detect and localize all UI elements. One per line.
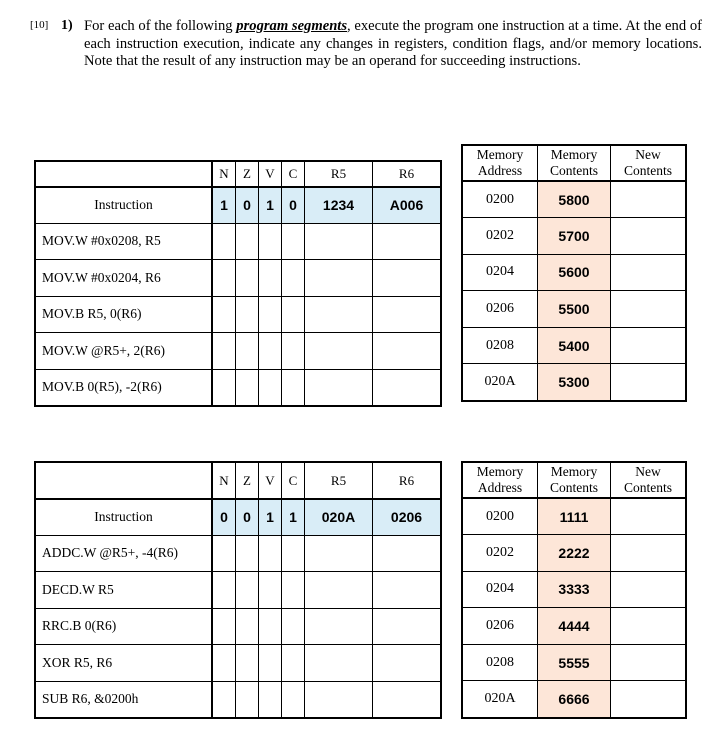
memory-contents: 1111 [538, 498, 611, 535]
header-new-contents [611, 145, 687, 181]
memory-contents: 5500 [538, 291, 611, 328]
new-contents-cell[interactable] [611, 498, 687, 535]
new-contents-cell[interactable] [611, 218, 687, 255]
flag-n-cell[interactable] [212, 333, 236, 370]
header-memory-address-line2: Address [477, 480, 523, 495]
header-new-contents-line1: New [635, 147, 661, 162]
new-contents-cell[interactable] [611, 364, 687, 401]
header-memory-address-line2: Address [477, 163, 523, 178]
header-flag-c: C [282, 161, 305, 187]
flag-v-cell[interactable] [259, 681, 282, 718]
memory-contents: 6666 [538, 681, 611, 718]
new-contents-cell[interactable] [611, 327, 687, 364]
header-memory-contents-line2: Contents [549, 163, 598, 178]
flag-c-cell[interactable] [282, 296, 305, 333]
header-flag-n: N [212, 161, 236, 187]
header-memory-address [462, 145, 538, 181]
memory-contents: 2222 [538, 535, 611, 572]
flag-z-cell[interactable] [236, 572, 259, 609]
new-contents-cell[interactable] [611, 254, 687, 291]
initial-flag-n: 0 [212, 499, 236, 535]
instruction-cell: MOV.W #0x0204, R6 [35, 260, 212, 297]
r6-cell[interactable] [373, 223, 442, 260]
initial-flag-z: 0 [236, 499, 259, 535]
header-new-contents-line2: Contents [623, 480, 672, 495]
header-new-contents-line2: Contents [623, 163, 672, 178]
r5-cell[interactable] [305, 608, 373, 645]
flag-c-cell[interactable] [282, 572, 305, 609]
header-blank [35, 161, 212, 187]
instruction-cell: DECD.W R5 [35, 572, 212, 609]
flag-z-cell[interactable] [236, 535, 259, 572]
header-memory-contents [538, 462, 611, 498]
memory-address: 0202 [462, 218, 538, 255]
segment-1-memory-table [461, 144, 687, 402]
question-text-before: For each of the following [84, 18, 237, 34]
initial-flag-c: 1 [282, 499, 305, 535]
flag-v-cell[interactable] [259, 535, 282, 572]
memory-address: 0204 [462, 571, 538, 608]
header-memory-address-line1: Memory [476, 464, 524, 479]
segment-2-memory-table [461, 461, 687, 719]
instruction-cell: MOV.W #0x0208, R5 [35, 223, 212, 260]
initial-flag-z: 0 [236, 187, 259, 223]
initial-flag-c: 0 [282, 187, 305, 223]
new-contents-cell[interactable] [611, 181, 687, 218]
r6-cell[interactable] [373, 572, 442, 609]
initial-r6: A006 [373, 187, 442, 223]
instruction-header: Instruction [35, 499, 212, 535]
flag-v-cell[interactable] [259, 572, 282, 609]
header-memory-address [462, 462, 538, 498]
flag-z-cell[interactable] [236, 681, 259, 718]
initial-r6: 0206 [373, 499, 442, 535]
memory-contents: 5800 [538, 181, 611, 218]
flag-n-cell[interactable] [212, 260, 236, 297]
r5-cell[interactable] [305, 223, 373, 260]
memory-address: 0206 [462, 291, 538, 328]
header-new-contents [611, 462, 687, 498]
header-flag-z: Z [236, 462, 259, 499]
memory-address: 0202 [462, 535, 538, 572]
header-flag-z: Z [236, 161, 259, 187]
flag-n-cell[interactable] [212, 681, 236, 718]
flag-c-cell[interactable] [282, 681, 305, 718]
header-new-contents-line1: New [635, 464, 661, 479]
flag-c-cell[interactable] [282, 535, 305, 572]
memory-address: 0208 [462, 327, 538, 364]
flag-v-cell[interactable] [259, 645, 282, 682]
question-text [84, 18, 702, 71]
header-r5: R5 [305, 462, 373, 499]
flag-c-cell[interactable] [282, 645, 305, 682]
r5-cell[interactable] [305, 681, 373, 718]
r5-cell[interactable] [305, 535, 373, 572]
r5-cell[interactable] [305, 572, 373, 609]
memory-address: 0200 [462, 181, 538, 218]
r6-cell[interactable] [373, 333, 442, 370]
flag-z-cell[interactable] [236, 296, 259, 333]
header-flag-v: V [259, 161, 282, 187]
memory-contents: 5300 [538, 364, 611, 401]
instruction-cell: MOV.B R5, 0(R6) [35, 296, 212, 333]
flag-c-cell[interactable] [282, 608, 305, 645]
flag-c-cell[interactable] [282, 333, 305, 370]
flag-n-cell[interactable] [212, 535, 236, 572]
instruction-cell: XOR R5, R6 [35, 645, 212, 682]
header-memory-contents-line1: Memory [550, 147, 598, 162]
memory-address: 020A [462, 681, 538, 718]
header-memory-address-line1: Memory [476, 147, 524, 162]
initial-flag-v: 1 [259, 187, 282, 223]
flag-z-cell[interactable] [236, 333, 259, 370]
header-r6: R6 [373, 161, 442, 187]
new-contents-cell[interactable] [611, 608, 687, 645]
flag-n-cell[interactable] [212, 645, 236, 682]
r6-cell[interactable] [373, 681, 442, 718]
r5-cell[interactable] [305, 645, 373, 682]
header-r6: R6 [373, 462, 442, 499]
new-contents-cell[interactable] [611, 644, 687, 681]
flag-v-cell[interactable] [259, 223, 282, 260]
r5-cell[interactable] [305, 369, 373, 406]
memory-address: 0200 [462, 498, 538, 535]
memory-address: 0206 [462, 608, 538, 645]
instruction-cell: RRC.B 0(R6) [35, 608, 212, 645]
memory-address: 0208 [462, 644, 538, 681]
initial-flag-n: 1 [212, 187, 236, 223]
header-memory-contents [538, 145, 611, 181]
new-contents-cell[interactable] [611, 681, 687, 718]
instruction-cell: MOV.W @R5+, 2(R6) [35, 333, 212, 370]
header-memory-contents-line1: Memory [550, 464, 598, 479]
flag-v-cell[interactable] [259, 608, 282, 645]
question-highlight: program segments [236, 18, 348, 34]
flag-n-cell[interactable] [212, 223, 236, 260]
memory-contents: 5555 [538, 644, 611, 681]
memory-address: 0204 [462, 254, 538, 291]
question-number: 1) [61, 18, 73, 33]
segment-1-instruction-table [34, 160, 442, 407]
flag-v-cell[interactable] [259, 333, 282, 370]
header-r5: R5 [305, 161, 373, 187]
flag-c-cell[interactable] [282, 260, 305, 297]
instruction-header: Instruction [35, 187, 212, 223]
memory-contents: 5600 [538, 254, 611, 291]
flag-v-cell[interactable] [259, 296, 282, 333]
r6-cell[interactable] [373, 260, 442, 297]
flag-v-cell[interactable] [259, 260, 282, 297]
r6-cell[interactable] [373, 369, 442, 406]
header-flag-v: V [259, 462, 282, 499]
r6-cell[interactable] [373, 535, 442, 572]
flag-n-cell[interactable] [212, 608, 236, 645]
r6-cell[interactable] [373, 608, 442, 645]
new-contents-cell[interactable] [611, 571, 687, 608]
memory-contents: 5400 [538, 327, 611, 364]
initial-flag-v: 1 [259, 499, 282, 535]
memory-contents: 4444 [538, 608, 611, 645]
flag-z-cell[interactable] [236, 608, 259, 645]
memory-contents: 3333 [538, 571, 611, 608]
memory-contents: 5700 [538, 218, 611, 255]
instruction-cell: MOV.B 0(R5), -2(R6) [35, 369, 212, 406]
memory-address: 020A [462, 364, 538, 401]
flag-z-cell[interactable] [236, 223, 259, 260]
flag-n-cell[interactable] [212, 572, 236, 609]
header-flag-n: N [212, 462, 236, 499]
flag-n-cell[interactable] [212, 296, 236, 333]
new-contents-cell[interactable] [611, 291, 687, 328]
r6-cell[interactable] [373, 296, 442, 333]
instruction-cell: ADDC.W @R5+, -4(R6) [35, 535, 212, 572]
initial-r5: 1234 [305, 187, 373, 223]
r5-cell[interactable] [305, 333, 373, 370]
r5-cell[interactable] [305, 296, 373, 333]
instruction-cell: SUB R6, &0200h [35, 681, 212, 718]
header-memory-contents-line2: Contents [549, 480, 598, 495]
flag-c-cell[interactable] [282, 369, 305, 406]
flag-c-cell[interactable] [282, 223, 305, 260]
flag-z-cell[interactable] [236, 645, 259, 682]
flag-n-cell[interactable] [212, 369, 236, 406]
r5-cell[interactable] [305, 260, 373, 297]
flag-z-cell[interactable] [236, 260, 259, 297]
new-contents-cell[interactable] [611, 535, 687, 572]
question-points: [10] [30, 19, 49, 31]
flag-v-cell[interactable] [259, 369, 282, 406]
header-blank [35, 462, 212, 499]
r6-cell[interactable] [373, 645, 442, 682]
header-flag-c: C [282, 462, 305, 499]
question-text-after: , execute the program one instruction at a time. At the end of each instruction execution, indicate any changes in registers, condition flags, and/or memory locations. Note that the result of any instruction may be an operand for succeeding instructions. [84, 18, 702, 70]
segment-2-instruction-table [34, 461, 442, 719]
initial-r5: 020A [305, 499, 373, 535]
flag-z-cell[interactable] [236, 369, 259, 406]
